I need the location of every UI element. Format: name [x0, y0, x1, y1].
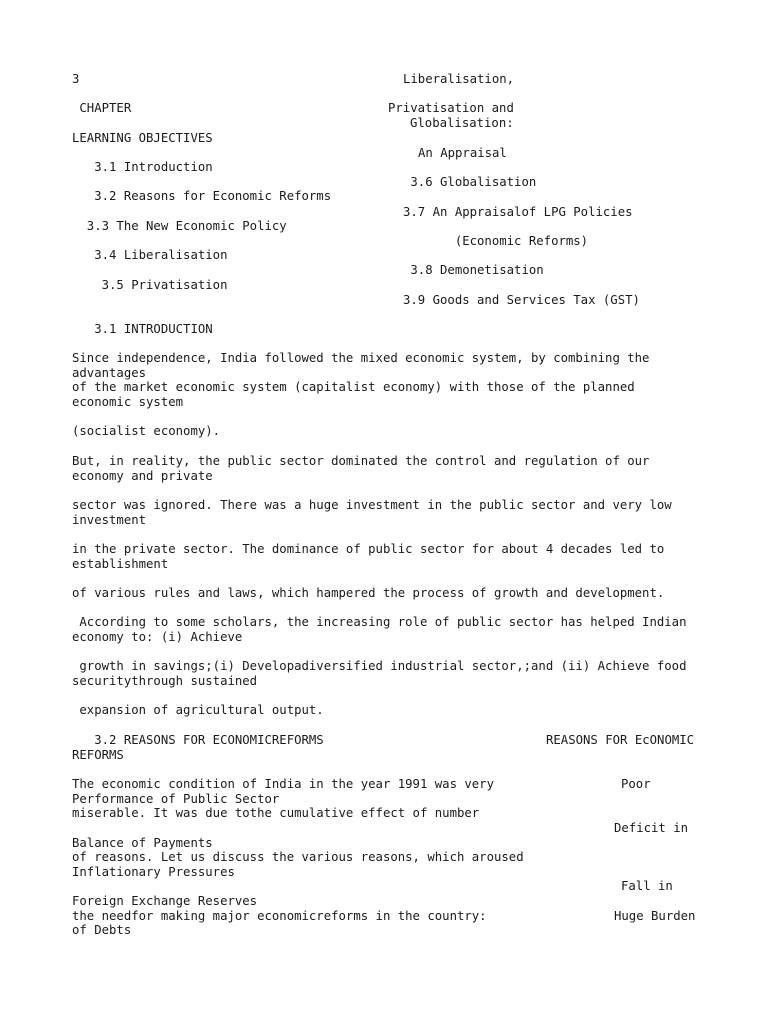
chapter-title-line-3: Globalisation:	[410, 116, 514, 130]
sidebar-item: Inflationary Pressures	[72, 865, 235, 879]
objective-item: 3.9 Goods and Services Tax (GST)	[403, 293, 640, 307]
section-heading-reasons: 3.2 REASONS FOR ECONOMICREFORMS	[72, 733, 324, 747]
sidebar-item: of Debts	[72, 923, 132, 937]
paragraph-line: of various rules and laws, which hampered the process of growth and development.	[72, 586, 665, 600]
paragraph-line: economy to: (i) Achieve	[72, 630, 243, 644]
paragraph-line: sector was ignored. There was a huge investment in the public sector and very low	[72, 498, 672, 512]
paragraph-line: of reasons. Let us discuss the various reasons, which aroused	[72, 850, 524, 864]
objective-item: 3.6 Globalisation	[403, 175, 537, 189]
sidebar-item: Deficit in	[614, 821, 689, 835]
paragraph-line: economy and private	[72, 469, 213, 483]
paragraph-line: (socialist economy).	[72, 424, 221, 438]
paragraph-line: economic system	[72, 395, 184, 409]
paragraph-line: But, in reality, the public sector dominated the control and regulation of our	[72, 454, 650, 468]
sidebar-item: Balance of Payments	[72, 836, 213, 850]
paragraph-line: the needfor making major economicreforms in the country:	[72, 909, 487, 923]
chapter-number: 3	[72, 72, 80, 86]
paragraph-line: investment	[72, 513, 147, 527]
sidebar-item: Performance of Public Sector	[72, 792, 280, 806]
paragraph-line: in the private sector. The dominance of public sector for about 4 decades led to	[72, 542, 665, 556]
chapter-title-line-1: Liberalisation,	[403, 72, 515, 86]
paragraph-line: miserable. It was due tothe cumulative effect of number	[72, 806, 480, 820]
objective-item: 3.1 Introduction	[72, 160, 213, 174]
paragraph-line: growth in savings;(i) Developadiversified industrial sector,;and (ii) Achieve food	[72, 659, 687, 673]
paragraph-line: Since independence, India followed the mixed economic system, by combining the	[72, 351, 650, 365]
chapter-title-line-4: An Appraisal	[418, 146, 507, 160]
paragraph-line: expansion of agricultural output.	[72, 703, 324, 717]
paragraph-line: of the market economic system (capitalist economy) with those of the planned	[72, 380, 635, 394]
sidebar-item: Fall in	[621, 879, 673, 893]
objective-item: 3.8 Demonetisation	[403, 263, 544, 277]
section-heading-introduction: 3.1 INTRODUCTION	[72, 322, 213, 336]
paragraph-line: establishment	[72, 557, 169, 571]
objective-item: 3.3 The New Economic Policy	[72, 219, 287, 233]
chapter-label: CHAPTER	[72, 101, 132, 115]
sidebar-item: Foreign Exchange Reserves	[72, 894, 258, 908]
learning-objectives-heading: LEARNING OBJECTIVES	[72, 131, 213, 145]
sidebar-heading: REASONS FOR EcONOMIC	[546, 733, 695, 747]
objective-item: 3.7 An Appraisalof LPG Policies	[403, 205, 633, 219]
objective-item: 3.4 Liberalisation	[72, 248, 228, 262]
paragraph-line: The economic condition of India in the year 1991 was very	[72, 777, 494, 791]
paragraph-line: advantages	[72, 366, 147, 380]
objective-item: (Economic Reforms)	[403, 234, 589, 248]
sidebar-item: Huge Burden	[614, 909, 696, 923]
objective-item: 3.2 Reasons for Economic Reforms	[72, 189, 332, 203]
paragraph-line: securitythrough sustained	[72, 674, 258, 688]
sidebar-item: Poor	[621, 777, 651, 791]
chapter-title-line-2: Privatisation and	[388, 101, 514, 115]
sidebar-heading-wrap: REFORMS	[72, 748, 124, 762]
paragraph-line: According to some scholars, the increasing role of public sector has helped Indian	[72, 615, 687, 629]
objective-item: 3.5 Privatisation	[72, 278, 228, 292]
